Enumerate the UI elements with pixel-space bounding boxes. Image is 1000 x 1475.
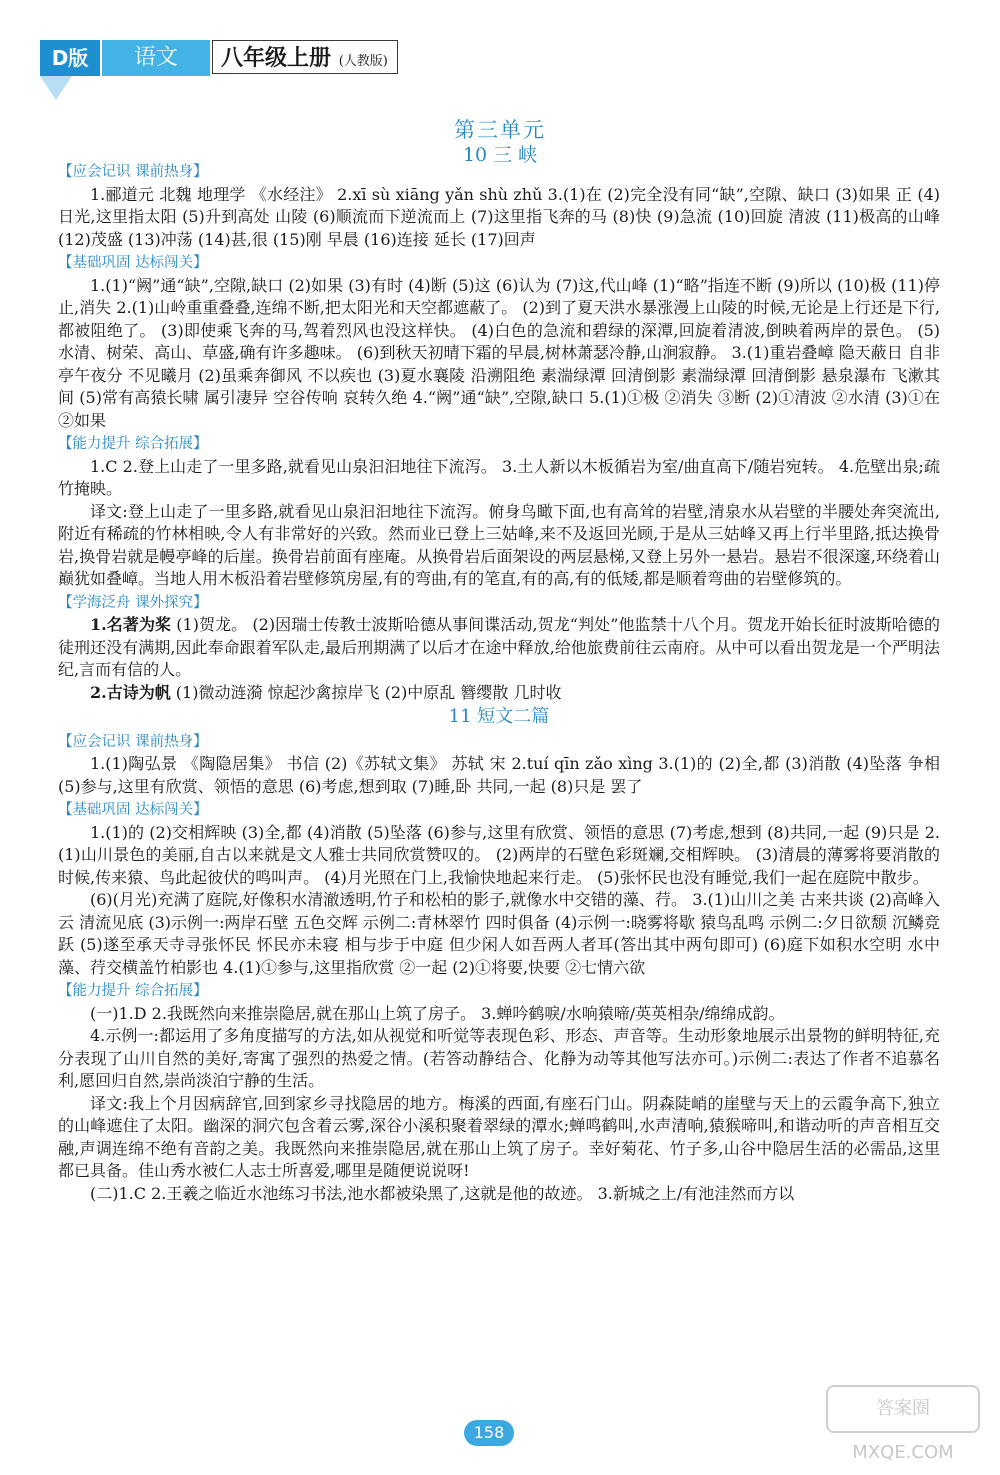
answer-paragraph: 4.示例一:都运用了多角度描写的方法,如从视觉和听觉等表现色彩、形态、声音等。生动形象地展示出景物的鲜明特征,充分表现了山川自然的美好,寄寓了强烈的热爱之情。(若答动静结合、化静为动等其他写法亦可。)示例二:表达了作者不追慕名利,愿回归自然,崇尚淡泊宁静的生活。	[58, 1026, 940, 1090]
grade-text: 八年级上册	[221, 45, 332, 71]
unit-title: 第三单元	[454, 118, 546, 142]
answer-paragraph: (二)1.C 2.王羲之临近水池练习书法,池水都被染黑了,这就是他的故迹。 3.新城之上/有池洼然而方以	[90, 1183, 795, 1203]
lesson-title-11: 11 短文二篇	[448, 706, 550, 727]
translation-paragraph: 译文:我上个月因病辞官,回到家乡寻找隐居的地方。梅溪的西面,有座石门山。阴森陡峭的崖壁与天上的云霞争高下,独立的山峰遮住了太阳。幽深的洞穴包含着云雾,深谷小溪积聚着翠绿的潭水;蝉鸣鹤叫,水声清响,猿猴啼叫,和谐动听的声音相互交融,声调连绵不绝有音韵之美。我既然向来推崇隐居,就在那山上筑了房子。幸好菊花、竹子多,山谷中隐居生活的必需品,这里都已具备。佳山秀水被仁人志士所喜爱,哪里是随便说说呀!	[58, 1093, 940, 1180]
section-heading: 【能力提升 综合拓展】	[58, 436, 208, 452]
answer-paragraph: (一)1.D 2.我既然向来推崇隐居,就在那山上筑了房子。 3.蝉吟鹤唳/水响猿啼/英英相杂/绵绵成韵。	[90, 1003, 785, 1023]
subject-label: 语文	[102, 40, 210, 76]
answer-paragraph: 1.C 2.登上山走了一里多路,就看见山泉汩汩地往下流泻。 3.土人新以木板循岩为室/曲直高下/随岩宛转。 4.危壁出泉;疏竹掩映。	[58, 456, 940, 498]
edition-text: (人教版)	[338, 54, 388, 69]
item-label: 1.名著为桨	[90, 615, 172, 634]
answer-paragraph: 1.(1)“阙”通“缺”,空隙,缺口 (2)如果 (3)有时 (4)断 (5)这 (6)认为 (7)这,代山峰 (1)“略”指连不断 (9)所以 (10)极 (11)停止,消失 2.(1)山岭重重叠叠,连绵不断,把太阳光和天空都遮蔽了。 (2)到了夏天洪水暴涨漫上山陵的时候,无论是上行还是下行,都被阻绝了。 (3)即使乘飞奔的马,驾着烈风也没这样快。 (4)白色的急流和碧绿的深潭,回旋着清波,倒映着两岸的景色。 (5)水清、树荣、高山、草盛,确有许多趣味。 (6)到秋天初晴下霜的早晨,树林萧瑟冷静,山涧寂静。 3.(1)重岩叠嶂 隐天蔽日 自非亭午夜分 不见曦月 (2)虽乘奔御风 不以疾也 (3)夏水襄陵 沿溯阻绝 素湍绿潭 回清倒影 素湍绿潭 回清倒影 悬泉瀑布 飞漱其间 (5)常有高猿长啸 属引凄异 空谷传响 哀转久绝 4.“阙”通“缺”,空隙,缺口 5.(1)①极 ②消失 ③断 (2)①清波 ②水清 (3)①在 ②如果	[58, 275, 940, 430]
page-number: 158	[464, 1420, 514, 1446]
grade-label	[212, 40, 398, 74]
section-heading: 【学海泛舟 课外探究】	[58, 594, 208, 611]
answer-paragraph: 1.郦道元 北魏 地理学 《水经注》 2.xī sù xiāng yǎn shù zhǔ 3.(1)在 (2)完全没有同“缺”,空隙、缺口 (3)如果 正 (4)日光,这里指太阳 (5)升到高处 山陵 (6)顺流而下逆流而上 (7)这里指飞奔的马 (8)快 (9)急流 (10)回旋 清波 (11)极高的山峰 (12)茂盛 (13)冲荡 (14)甚,很 (15)刚 早晨 (16)连接 延长 (17)回声	[58, 184, 940, 249]
header-ribbon-tail	[40, 76, 72, 100]
answer-paragraph	[58, 614, 940, 682]
answer-content	[58, 160, 940, 1205]
watermark-logo: 答案圈 MXQE.COM	[826, 1385, 980, 1433]
section-heading: 【应会记识 课前热身】	[58, 733, 208, 750]
answer-paragraph	[58, 682, 940, 705]
section-heading: 【能力提升 综合拓展】	[58, 983, 208, 999]
edition-badge: D版	[40, 40, 100, 76]
answer-paragraph: 1.(1)的 (2)交相辉映 (3)全,都 (4)消散 (5)坠落 (6)参与,这里有欣赏、领悟的意思 (7)考虑,想到 (8)共同,一起 (9)只是 2.(1)山川景色的美丽,自古以来就是文人雅士共同欣赏赞叹的。 (2)两岸的石壁色彩斑斓,交相辉映。 (3)清晨的薄雾将要消散的时候,传来猿、鸟此起彼伏的鸣叫声。 (4)月光照在门上,我愉快地起来行走。 (5)张怀民也没有睡觉,我们一起在庭院中散步。	[58, 822, 940, 887]
lesson-title-10: 10 三 峡	[462, 144, 538, 166]
book-header	[40, 40, 400, 76]
item-text: (1)贺龙。 (2)因瑞士传教士波斯哈德从事间谍活动,贺龙“判处”他监禁十八个月。贺龙开始长征时波斯哈德的徒刑还没有满期,因此奉命跟着军队走,最后刑期满了以后才在途中释放,给他旅费前往云南府。从中可以看出贺龙是一个严明法纪,言而有信的人。	[58, 615, 940, 679]
answer-paragraph: (6)(月光)充满了庭院,好像积水清澈透明,竹子和松柏的影子,就像水中交错的藻、荇。 3.(1)山川之美 古来共谈 (2)高峰入云 清流见底 (3)示例一:两岸石壁 五色交辉 示例二:青林翠竹 四时俱备 (4)示例一:晓雾将歇 猿鸟乱鸣 示例二:夕日欲颓 沉鳞竞跃 (5)遂至承天寺寻张怀民 怀民亦未寝 相与步于中庭 但少闲人如吾两人者耳(答出其中两句即可) (6)庭下如积水空明 水中藻、荇交横盖竹柏影也 4.(1)①参与,这里指欣赏 ②一起 (2)①将要,快要 ②七情六欲	[58, 890, 940, 977]
section-heading: 【应会记识 课前热身】	[58, 164, 208, 180]
section-heading: 【基础巩固 达标闯关】	[58, 255, 208, 271]
translation-paragraph: 译文:登上山走了一里多路,就看见山泉汩汩地往下流泻。俯身鸟瞰下面,也有高耸的岩壁,清泉水从岩壁的半腰处奔突流出,附近有稀疏的竹林相映,令人有非常好的兴致。然而业已登上三姑峰,来不及返回光顾,于是从三姑峰又再上行半里路,抵达换骨岩,换骨岩就是幔亭峰的后崖。换骨岩前面有座庵。从换骨岩后面架设的两层悬梯,又登上另外一悬岩。悬岩不很深邃,环绕着山巅犹如叠嶂。当地人用木板沿着岩壁修筑房屋,有的弯曲,有的笔直,有的高,有的低矮,都是顺着弯曲的岩壁修筑的。	[58, 501, 940, 588]
section-heading: 【基础巩固 达标闯关】	[58, 802, 208, 818]
answer-paragraph: 1.(1)陶弘景 《陶隐居集》 书信 (2)《苏轼文集》 苏轼 宋 2.tuí qīn zǎo xìng 3.(1)的 (2)全,都 (3)消散 (4)坠落 争相 (5)参与,这里有欣赏、领悟的意思 (6)考虑,想到取 (7)睡,卧 共同,一起 (8)只是 罢了	[58, 754, 940, 796]
item-label: 2.古诗为帆	[90, 682, 171, 702]
item-text: (1)微动涟漪 惊起沙禽掠岸飞 (2)中原乱 簪缨散 几时收	[170, 682, 562, 702]
